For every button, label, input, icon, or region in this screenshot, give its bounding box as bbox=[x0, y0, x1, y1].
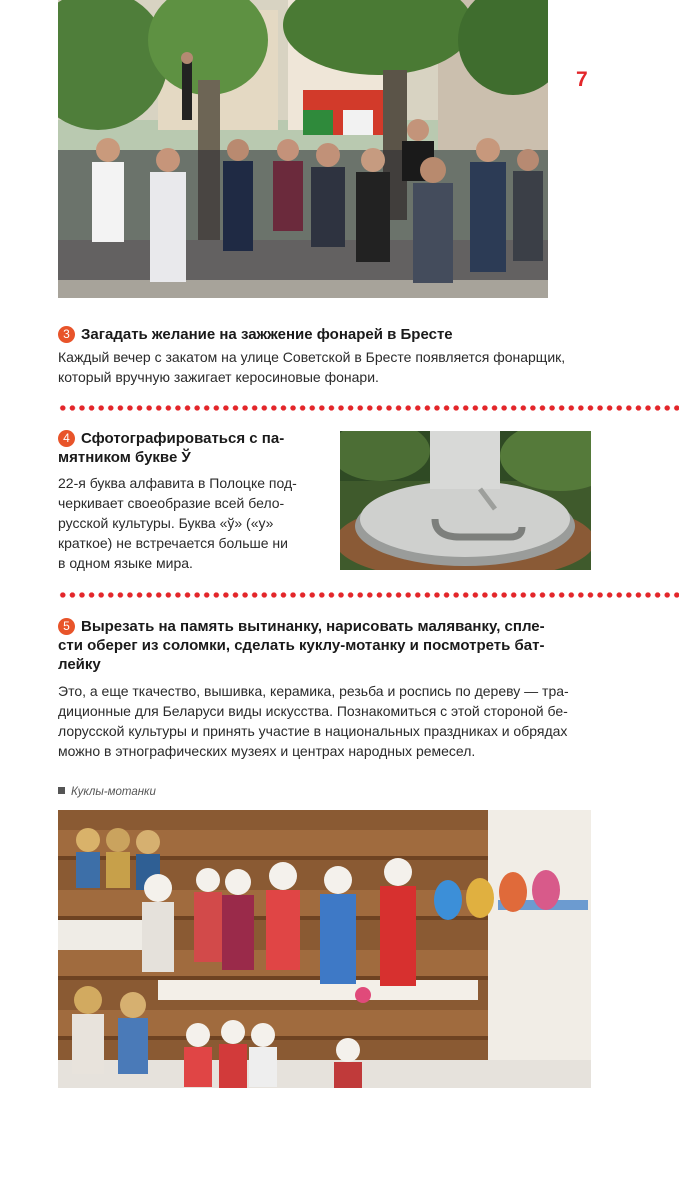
photo-lamplighter-street bbox=[58, 0, 548, 298]
item-4-line: русской культуры. Буква «ў» («у» bbox=[58, 515, 274, 531]
item-5-title-line: сти оберег из соломки, сделать куклу-мотанку и посмотреть бат- bbox=[58, 637, 545, 654]
item-4-line: краткое) не встречается больше ни bbox=[58, 535, 288, 551]
item-3-number: 3 bbox=[58, 326, 75, 343]
item-4-title bbox=[58, 429, 310, 467]
item-5-line: диционные для Беларуси виды искусства. Познакомиться с этой стороной бе- bbox=[58, 703, 568, 719]
item-3-line: который вручную зажигает керосиновые фонари. bbox=[58, 369, 379, 385]
item-5-title-line: лейку bbox=[58, 656, 101, 673]
photo-motanka-dolls bbox=[58, 810, 591, 1088]
item-5-line: лорусской культуры и принять участие в национальных праздниках и обрядах bbox=[58, 723, 568, 739]
item-3-title-text: Загадать желание на зажжение фонарей в Бресте bbox=[81, 326, 453, 343]
item-3-description bbox=[58, 347, 598, 387]
item-5-description bbox=[58, 681, 598, 761]
item-5-line: можно в этнографических музеях и центрах народных ремесел. bbox=[58, 743, 476, 759]
item-5-title bbox=[58, 617, 590, 674]
item-5-number: 5 bbox=[58, 618, 75, 635]
item-4-description bbox=[58, 473, 310, 573]
item-4-title-line: мятником букве Ў bbox=[58, 449, 191, 466]
item-4-title-line: Сфотографироваться с па- bbox=[81, 430, 285, 447]
caption-text: Куклы-мотанки bbox=[71, 786, 156, 798]
item-5-line: Это, а еще ткачество, вышивка, керамика, резьба и роспись по дереву — тра- bbox=[58, 683, 569, 699]
item-4-number: 4 bbox=[58, 430, 75, 447]
item-4-line: в одном языке мира. bbox=[58, 555, 193, 571]
item-5-title-line: Вырезать на память вытинанку, нарисовать маляванку, спле- bbox=[81, 618, 545, 635]
photo-caption bbox=[58, 786, 156, 798]
item-3-line: Каждый вечер с закатом на улице Советской в Бресте появляется фонарщик, bbox=[58, 349, 566, 365]
item-4-line: черкивает своеобразие всей бело- bbox=[58, 495, 285, 511]
photo-monument-letter-u bbox=[340, 431, 591, 570]
page-number: 7 bbox=[576, 68, 588, 91]
item-3-title bbox=[58, 325, 598, 344]
dotted-divider bbox=[58, 592, 679, 598]
item-4-line: 22-я буква алфавита в Полоцке под- bbox=[58, 475, 297, 491]
caption-bullet bbox=[58, 787, 65, 794]
dotted-divider bbox=[58, 405, 679, 411]
